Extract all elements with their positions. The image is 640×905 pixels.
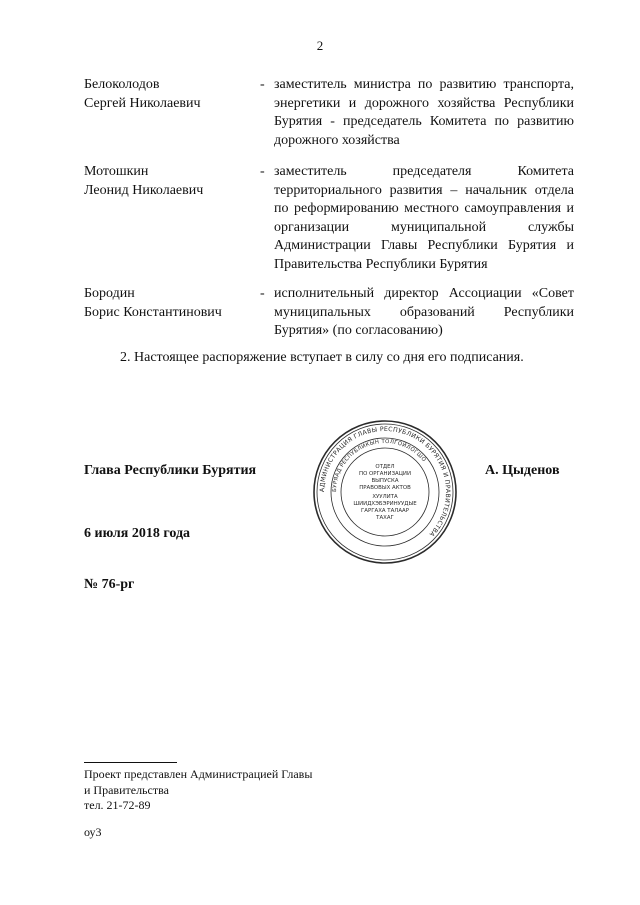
member-dash: -: [260, 77, 265, 92]
signature-title: Глава Республики Бурятия: [84, 463, 257, 478]
svg-text:ПО ОРГАНИЗАЦИИ: ПО ОРГАНИЗАЦИИ: [359, 471, 411, 477]
svg-text:ШИИДХЭБЭРИНУУДЫЕ: ШИИДХЭБЭРИНУУДЫЕ: [353, 501, 417, 507]
clause-2: 2. Настоящее распоряжение вступает в силу со дня его подписания.: [120, 350, 524, 365]
member-name: Мотошкин Леонид Николаевич: [84, 164, 204, 198]
svg-text:ГАРГАХА ТАЛААР: ГАРГАХА ТАЛААР: [361, 508, 409, 514]
signature-name: А. Цыденов: [485, 463, 560, 478]
footnote-divider: [84, 762, 177, 763]
member-role: исполнительный директор Ассоциации «Совет муниципальных образований Республики Бурятия» (по согласованию): [274, 286, 574, 338]
svg-text:ТАХАГ: ТАХАГ: [376, 515, 394, 521]
official-stamp: [311, 418, 459, 566]
member-role: заместитель председателя Комитета территориального развития – начальник отдела по реформированию местного самоуправления и организации муниципальной службы Администрации Главы Республики Бурятия и Правительства Республики Бурятия: [274, 164, 574, 272]
member-role: заместитель министра по развитию транспорта, энергетики и дорожного хозяйства Республики Бурятия - председатель Комитета по развитию дорожного хозяйства: [274, 77, 574, 148]
member-name: Бородин Борис Константинович: [84, 286, 222, 320]
footnote: Проект представлен Администрацией Главы и Правительства тел. 21-72-89: [84, 767, 313, 812]
stamp-inner-text: БУРЯАД РЕСПУБЛИКЫН ТОЛГОЙЛОГШО: [331, 438, 427, 493]
page-number: 2: [316, 38, 324, 53]
svg-text:ВЫПУСКА: ВЫПУСКА: [371, 478, 399, 484]
document-number: № 76-рг: [84, 577, 135, 592]
svg-text:ПРАВОВЫХ АКТОВ: ПРАВОВЫХ АКТОВ: [359, 485, 411, 491]
member-dash: -: [260, 286, 265, 301]
document-date: 6 июля 2018 года: [84, 526, 191, 541]
member-dash: -: [260, 164, 265, 179]
stamp-outer-text: АДМИНИСТРАЦИЯ ГЛАВЫ РЕСПУБЛИКИ БУРЯТИЯ И ПРАВИТЕЛЬСТВА: [318, 425, 452, 538]
svg-text:ОТДЕЛ: ОТДЕЛ: [375, 464, 395, 470]
document-code: оу3: [84, 825, 102, 839]
member-name: Белоколодов Сергей Николаевич: [84, 77, 201, 111]
stamp-center-text: [353, 464, 417, 521]
svg-text:ХУУЛИТА: ХУУЛИТА: [372, 494, 398, 500]
